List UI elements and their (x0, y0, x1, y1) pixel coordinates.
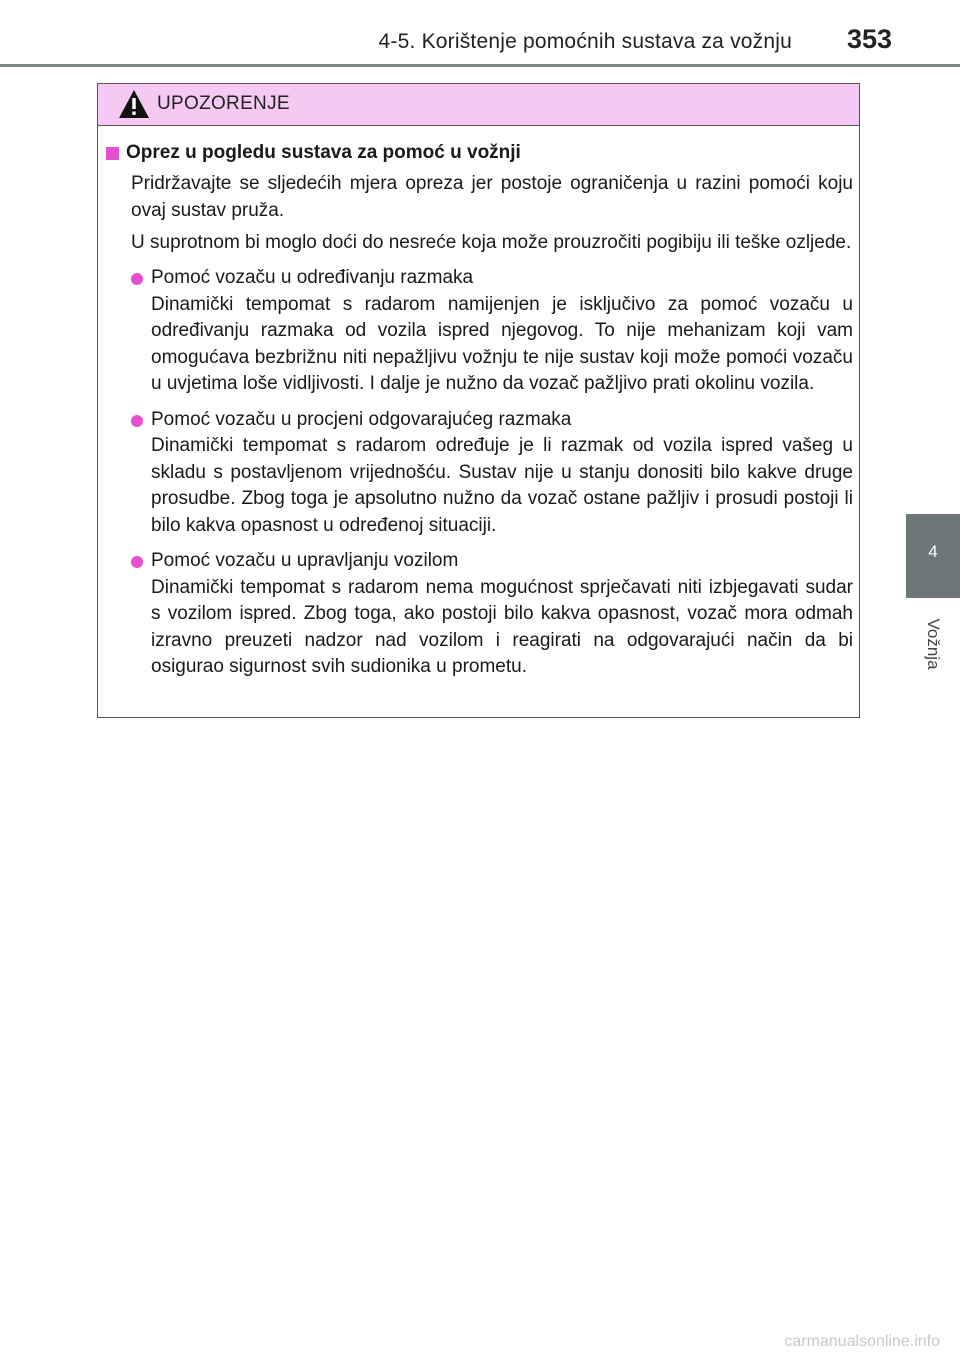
chapter-side-label-text: Vožnja (924, 618, 943, 670)
dot-bullet-icon (131, 556, 143, 568)
chapter-title: 4-5. Korištenje pomoćnih sustava za vožnju (378, 30, 792, 53)
chapter-tab-number: 4 (928, 542, 938, 561)
list-item-text: Dinamički tempomat s radarom namijenjen je isključivo za pomoć vozaču u određivanju razmaka od vozila ispred njegovog. To nije mehanizam koji vam omogućava bezbrižnu niti nepažljivu vožnju te nije sustav koji može pomoći vozaču u uvjetima loše vidljivosti. I dalje je nužno da vozač pažljivo prati okolinu vozila. (151, 293, 853, 394)
list-item-title: Pomoć vozaču u upravljanju vozilom (151, 550, 459, 571)
section-heading (106, 142, 853, 164)
warning-body (98, 126, 859, 681)
list-item-title: Pomoć vozaču u procjeni odgovarajućeg razmaka (151, 408, 572, 430)
page-header (0, 0, 960, 66)
warning-triangle-icon (118, 89, 150, 119)
chapter-side-label (906, 598, 960, 690)
list-item (131, 407, 853, 540)
warning-header (98, 84, 859, 126)
square-bullet-icon (106, 147, 119, 160)
warning-box (97, 83, 860, 718)
page-number: 353 (846, 24, 892, 54)
list-item-text: Dinamički tempomat s radarom nema mogućnost sprječavati niti izbjegavati sudar s vozilom ispred. Zbog toga, ako postoji bilo kakva opasnost, vozač mora odmah izravno preuzeti nadzor nad vozilom i reagirati na odgovarajući način da bi osigurao sigurnost svih sudionika u prometu. (151, 576, 853, 677)
watermark: carmanualsonline.info (784, 1333, 940, 1350)
chapter-tab (906, 514, 960, 598)
dot-bullet-icon (131, 273, 143, 285)
warning-title: UPOZORENJE (157, 93, 290, 114)
list-item-text: Dinamički tempomat s radarom određuje je li razmak od vozila ispred vašeg u skladu s postavljenom vrijednošću. Sustav nije u stanju donositi bilo kakve druge prosudbe. Zbog toga je apsolutno nužno da vozač ostane pažljiv i prosudi postoji li bilo kakva opasnost u određenoj situaciji. (151, 435, 853, 536)
list-item-title: Pomoć vozaču u određivanju razmaka (151, 267, 474, 288)
dot-bullet-icon (131, 415, 143, 427)
list-item (131, 265, 853, 398)
header-divider (0, 64, 960, 67)
section-heading-text: Oprez u pogledu sustava za pomoć u vožnji (126, 142, 521, 163)
intro-paragraph-1: Pridržavajte se sljedećih mjera opreza jer postoje ograničenja u razini pomoći koju ovaj sustav pruža. (131, 173, 853, 221)
list-item (131, 548, 853, 681)
intro-paragraph-2: U suprotnom bi moglo doći do nesreće koja može prouzročiti pogibiju ili teške ozljede. (131, 232, 852, 253)
